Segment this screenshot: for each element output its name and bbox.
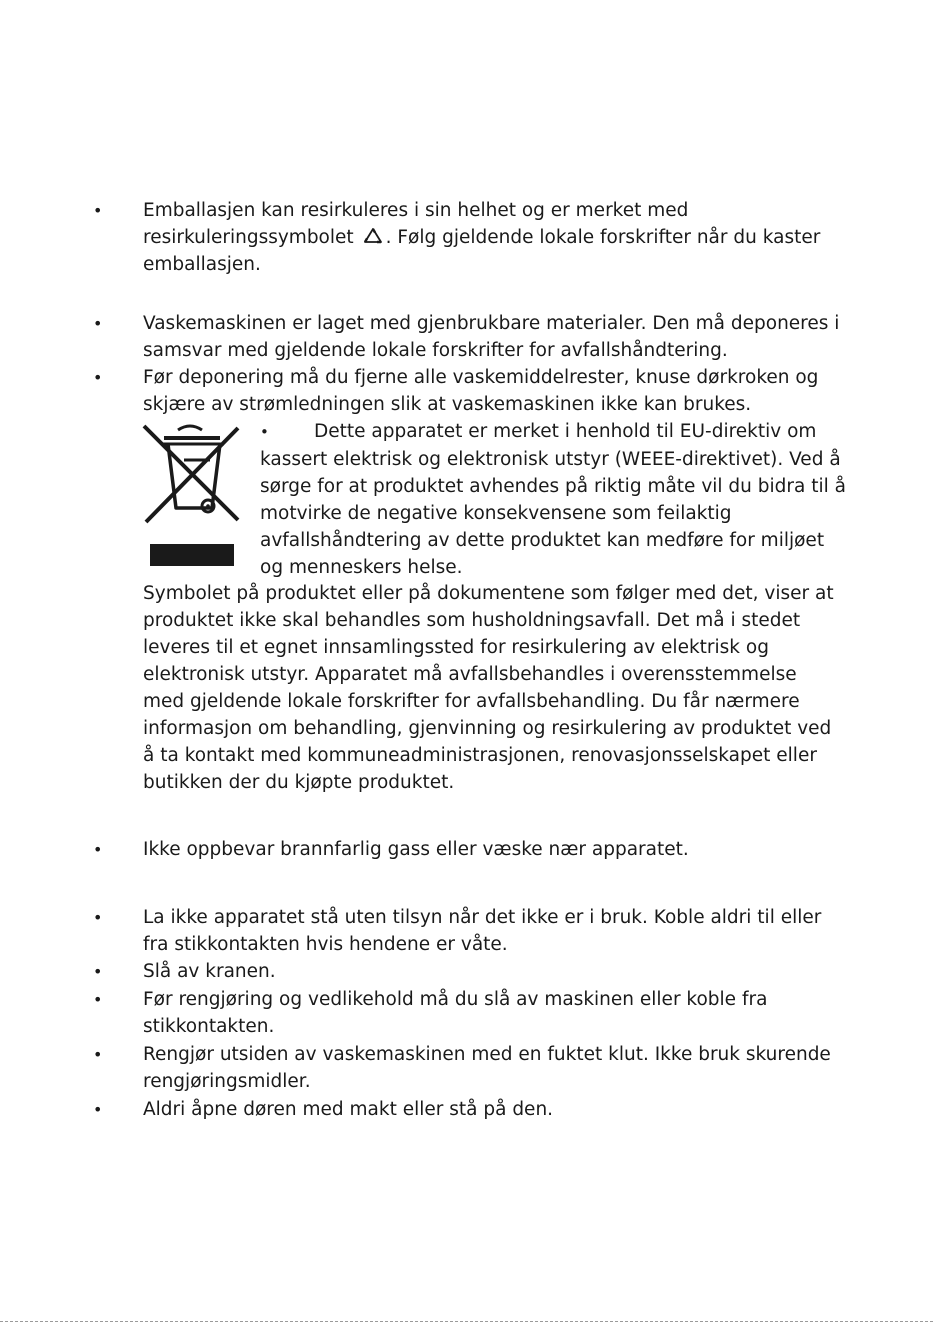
symbol-explanation-paragraph: Symbolet på produktet eller på dokumentene som følger med det, viser at produktet ikke skal behandles som husholdningsavfall. Det må i stedet leveres til et egnet innsamlingssted for resirkulering av elektrisk og elektronisk utstyr. Apparatet må avfallsbehandles i overensstemmelse med gjeldende lokale forskrifter for avfallsbehandling. Du får nærmere informasjon om behandling, gjenvinning og resirkulering av produktet ved å ta kontakt med kommuneadministrasjonen, renovasjonsselskapet eller butikken der du kjøpte produktet. — [143, 583, 834, 793]
maintenance-instruction: Før rengjøring og vedlikehold må du slå av maskinen eller koble fra stikkontakten. — [143, 989, 768, 1037]
bullet: • — [93, 840, 103, 859]
weee-text: Dette apparatet er merket i henhold til EU-direktiv om kassert elektrisk og elektronisk utstyr (WEEE-direktivet). Ved å sørge for at produktet avhendes på riktig måte vil du bidra til å motvirke de negative konsekvensene som feilaktig avfallshåndtering av dette produktet kan medføre for miljøet og menneskers helse. — [260, 421, 846, 578]
bullet: • — [93, 1045, 103, 1064]
before-disposal-paragraph: Før deponering må du fjerne alle vaskemiddelrester, knuse dørkroken og skjære av strømledningen slik at vaskemaskinen ikke kan brukes. — [143, 367, 819, 415]
cleaning-instruction: Rengjør utsiden av vaskemaskinen med en fuktet klut. Ikke bruk skurende rengjøringsmidler. — [143, 1044, 831, 1092]
recycling-triangle-icon — [363, 227, 383, 245]
page-bottom-divider — [0, 1321, 933, 1322]
packaging-text-continued: . Følg gjeldende lokale forskrifter når du kaster emballasjen. — [143, 227, 821, 275]
packaging-paragraph — [143, 197, 843, 278]
bullet: • — [93, 368, 103, 387]
flammable-warning: Ikke oppbevar brannfarlig gass eller væske nær apparatet. — [143, 839, 689, 860]
bullet: • — [93, 990, 103, 1009]
tap-instruction: Slå av kranen. — [143, 961, 276, 982]
bullet: • — [93, 314, 103, 333]
crossed-out-wheelie-bin-icon — [140, 420, 244, 570]
bullet: • — [93, 962, 103, 981]
door-warning: Aldri åpne døren med makt eller stå på den. — [143, 1099, 554, 1120]
packaging-text: Emballasjen kan resirkuleres i sin helhet og er merket med resirkuleringssymbolet — [143, 200, 689, 248]
bullet: • — [93, 908, 103, 927]
machine-materials-paragraph: Vaskemaskinen er laget med gjenbrukbare materialer. Den må deponeres i samsvar med gjeldende lokale forskrifter for avfallshåndtering. — [143, 313, 840, 361]
bullet: • — [93, 201, 103, 220]
bullet: • — [260, 423, 269, 441]
bullet: • — [93, 1100, 103, 1119]
weee-paragraph — [260, 418, 850, 581]
unattended-warning: La ikke apparatet stå uten tilsyn når det ikke er i bruk. Koble aldri til eller fra stikkontakten hvis hendene er våte. — [143, 907, 822, 955]
